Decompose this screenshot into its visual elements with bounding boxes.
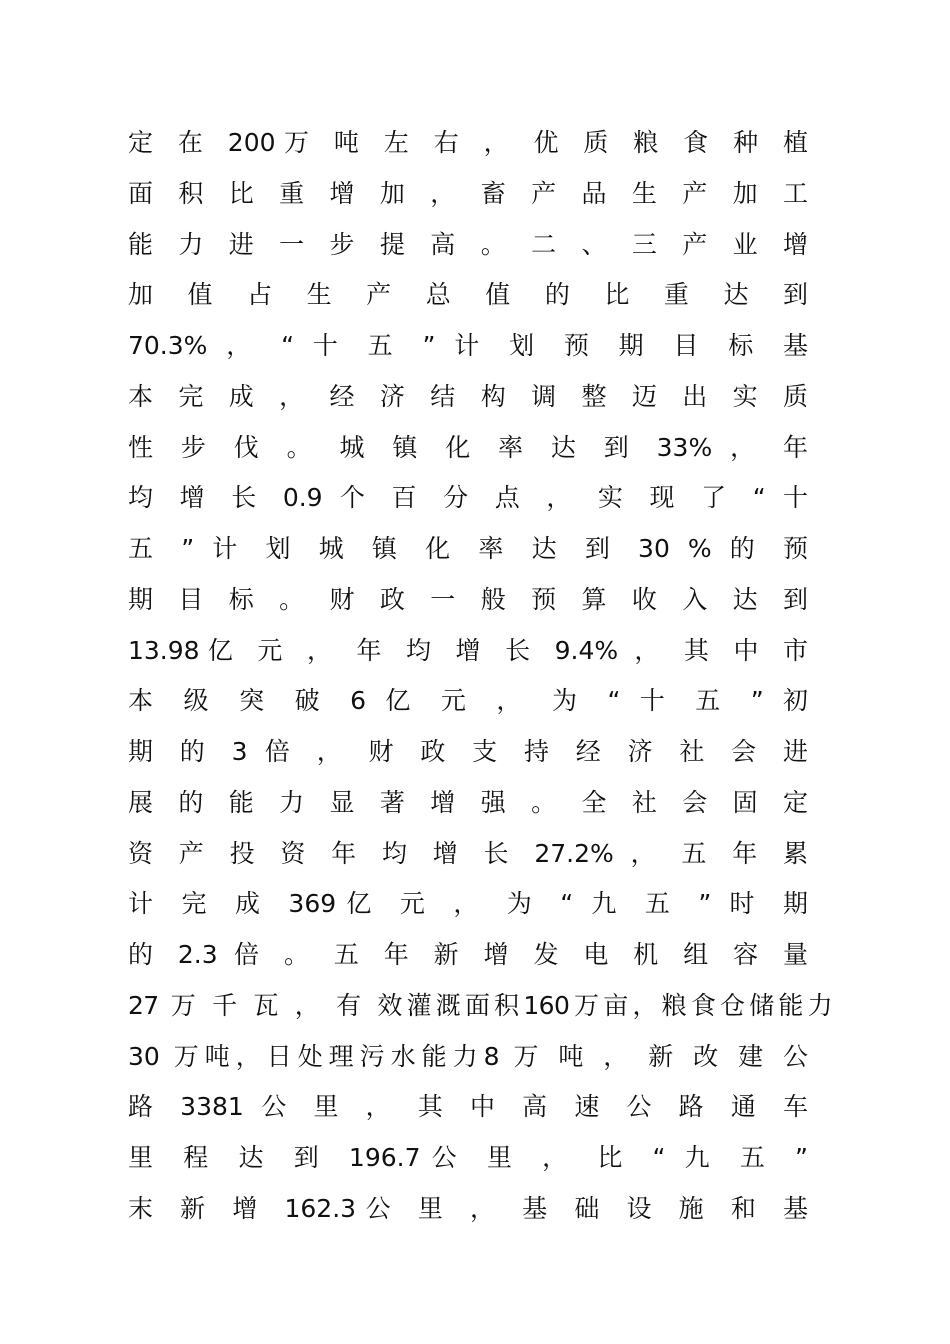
text-line-21: 里 程 达 到 196.7公 里 ， 比 “ 九 五 ” bbox=[128, 1143, 808, 1172]
text-line-15: 资 产 投 资 年 均 增 长 27.2% ， 五 年 累 bbox=[128, 838, 808, 868]
text-line-22: 末 新 增 162.3公 里 ， 基 础 设 施 和 基 bbox=[128, 1193, 808, 1223]
text-line-1: 定 在 200万 吨 左 右 ， 优 质 粮 食 种 植 bbox=[128, 128, 808, 157]
text-line-19: 30 万吨，日处理污水能力8 万 吨 ， 新 改 建 公 bbox=[128, 1041, 808, 1071]
text-line-18: 27 万 千 瓦 ， 有 效灌溉面积160万亩，粮食仓储能力 bbox=[128, 990, 832, 1020]
text-line-2: 面 积 比 重 增 加 ， 畜 产 品 生 产 加 工 bbox=[128, 178, 808, 208]
text-line-8: 均 增 长 0.9 个 百 分 点 ， 实 现 了 “ 十 bbox=[128, 483, 808, 513]
text-line-13: 期 的 3 倍 ， 财 政 支 持 经 济 社 会 进 bbox=[128, 737, 808, 766]
text-line-6: 本 完 成 ， 经 济 结 构 调 整 迈 出 实 质 bbox=[128, 381, 808, 411]
text-line-7: 性 步 伐 。 城 镇 化 率 达 到 33% ， 年 bbox=[128, 432, 808, 462]
text-line-5: 70.3% ， “ 十 五 ” 计 划 预 期 目 标 基 bbox=[128, 331, 808, 360]
text-line-16: 计 完 成 369亿 元 ， 为 “ 九 五 ” 时 期 bbox=[128, 889, 808, 919]
text-line-11: 13.98亿 元 ， 年 均 增 长 9.4% ， 其 中 市 bbox=[128, 635, 808, 665]
text-line-10: 期 目 标 。 财 政 一 般 预 算 收 入 达 到 bbox=[128, 584, 808, 614]
text-line-12: 本 级 突 破 6 亿 元 ， 为 “ 十 五 ” 初 bbox=[128, 686, 808, 716]
text-line-20: 路 3381 公 里 ， 其 中 高 速 公 路 通 车 bbox=[128, 1092, 808, 1122]
text-line-17: 的 2.3 倍 。 五 年 新 增 发 电 机 组 容 量 bbox=[128, 940, 808, 969]
body-text bbox=[128, 118, 832, 1235]
text-line-14: 展 的 能 力 显 著 增 强 。 全 社 会 固 定 bbox=[128, 787, 808, 817]
text-line-9: 五 ” 计 划 城 镇 化 率 达 到 30 % 的 预 bbox=[128, 534, 808, 563]
text-line-4: 加 值 占 生 产 总 值 的 比 重 达 到 bbox=[128, 280, 808, 310]
text-line-3: 能 力 进 一 步 提 高 。 二 、 三 产 业 增 bbox=[128, 229, 808, 259]
